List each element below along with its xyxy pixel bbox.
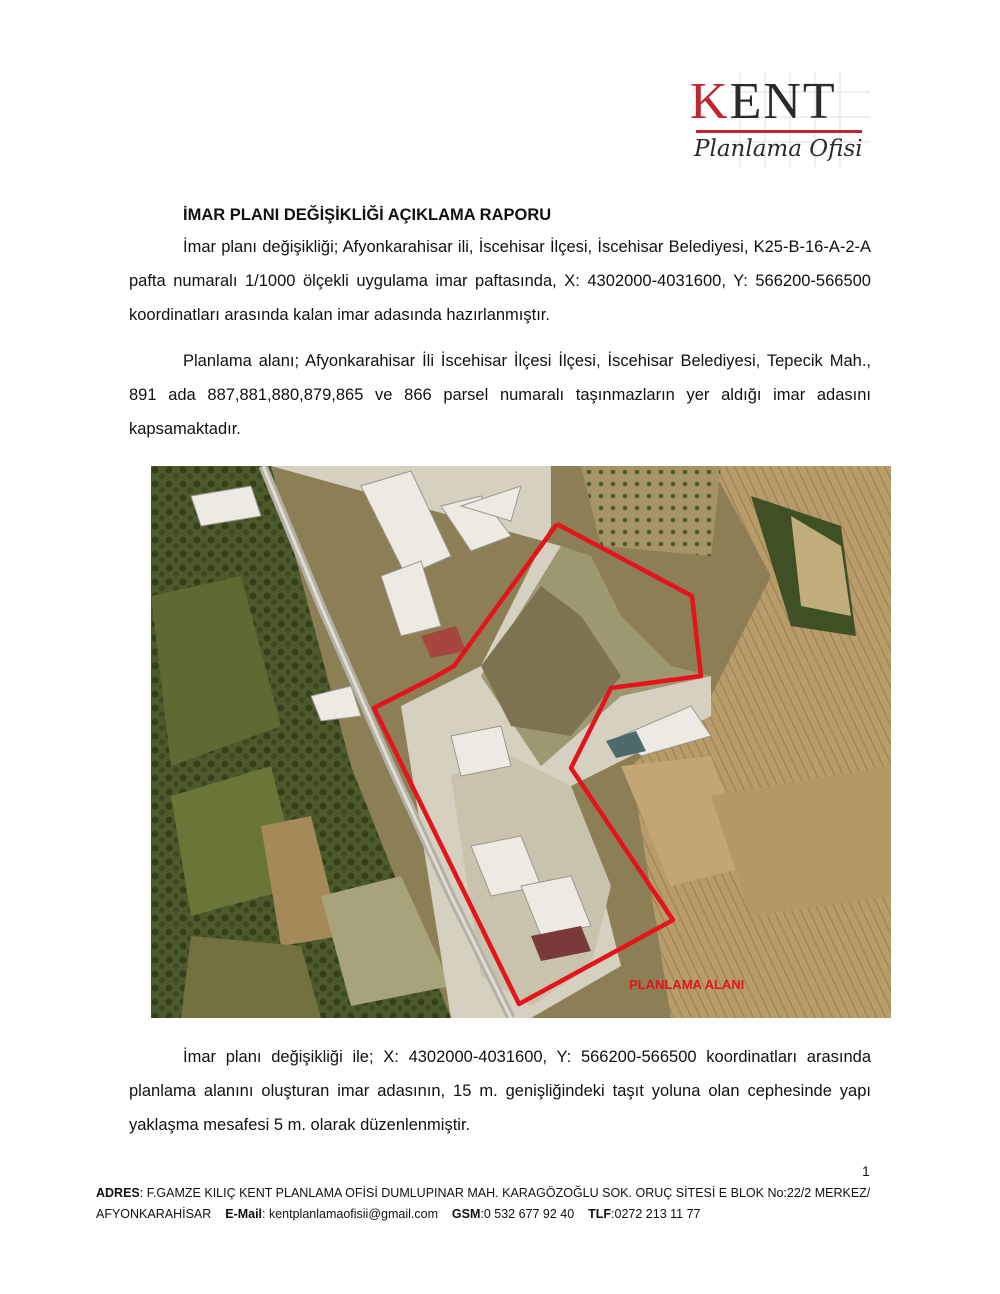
gsm-value: :0 532 677 92 40 bbox=[480, 1207, 575, 1221]
logo-rule bbox=[696, 130, 862, 133]
kent-logo bbox=[690, 72, 870, 172]
logo-letters-ent: ENT bbox=[729, 73, 837, 130]
logo-subtitle: Planlama Ofisi bbox=[694, 136, 863, 162]
tlf-label: TLF bbox=[588, 1207, 612, 1221]
logo-wordmark bbox=[690, 74, 837, 130]
page-number: 1 bbox=[862, 1163, 870, 1179]
footer bbox=[96, 1183, 916, 1225]
paragraph-3: İmar planı değişikliği ile; X: 4302000-4031600, Y: 566200-566500 koordinatları arasında planlama alanını oluşturan imar adasının, 15 m. genişliğindeki taşıt yoluna olan cephesinde yapı yaklaşma mesafesi 5 m. olarak düzenlenmiştir. bbox=[129, 1048, 871, 1134]
paragraph-2: Planlama alanı; Afyonkarahisar İli İscehisar İlçesi İlçesi, İscehisar Belediyesi, Tepecik Mah., 891 ada 887,881,880,879,865 ve 866 parsel numaralı taşınmazların yer aldığı imar adasını kapsamaktadır. bbox=[129, 352, 871, 438]
planning-area-label: PLANLAMA ALANI bbox=[629, 977, 745, 992]
gsm-label: GSM bbox=[451, 1207, 481, 1221]
report-title: İMAR PLANI DEĞİŞİKLİĞİ AÇIKLAMA RAPORU bbox=[183, 206, 552, 224]
address-value: : F.GAMZE KILIÇ KENT PLANLAMA OFİSİ DUMLUPINAR MAH. KARAGÖZOĞLU SOK. ORUÇ SİTESİ E BLOK No:22/2 MERKEZ/ AFYONKARAHİSAR bbox=[96, 1186, 871, 1221]
logo-letter-k: K bbox=[690, 73, 730, 130]
address-label: ADRES bbox=[96, 1186, 140, 1200]
email-value: : kentplanlamaofisii@gmail.com bbox=[262, 1207, 438, 1221]
paragraph-1: İmar planı değişikliği; Afyonkarahisar ili, İscehisar İlçesi, İscehisar Belediyesi, K25-B-16-A-2-A pafta numaralı 1/1000 ölçekli uygulama imar paftasında, X: 4302000-4031600, Y: 566200-566500 koordinatları arasında kalan imar adasında hazırlanmıştır. bbox=[129, 238, 871, 324]
email-label: E-Mail bbox=[225, 1207, 263, 1221]
tlf-value: :0272 213 11 77 bbox=[611, 1207, 701, 1221]
satellite-image bbox=[151, 466, 891, 1018]
